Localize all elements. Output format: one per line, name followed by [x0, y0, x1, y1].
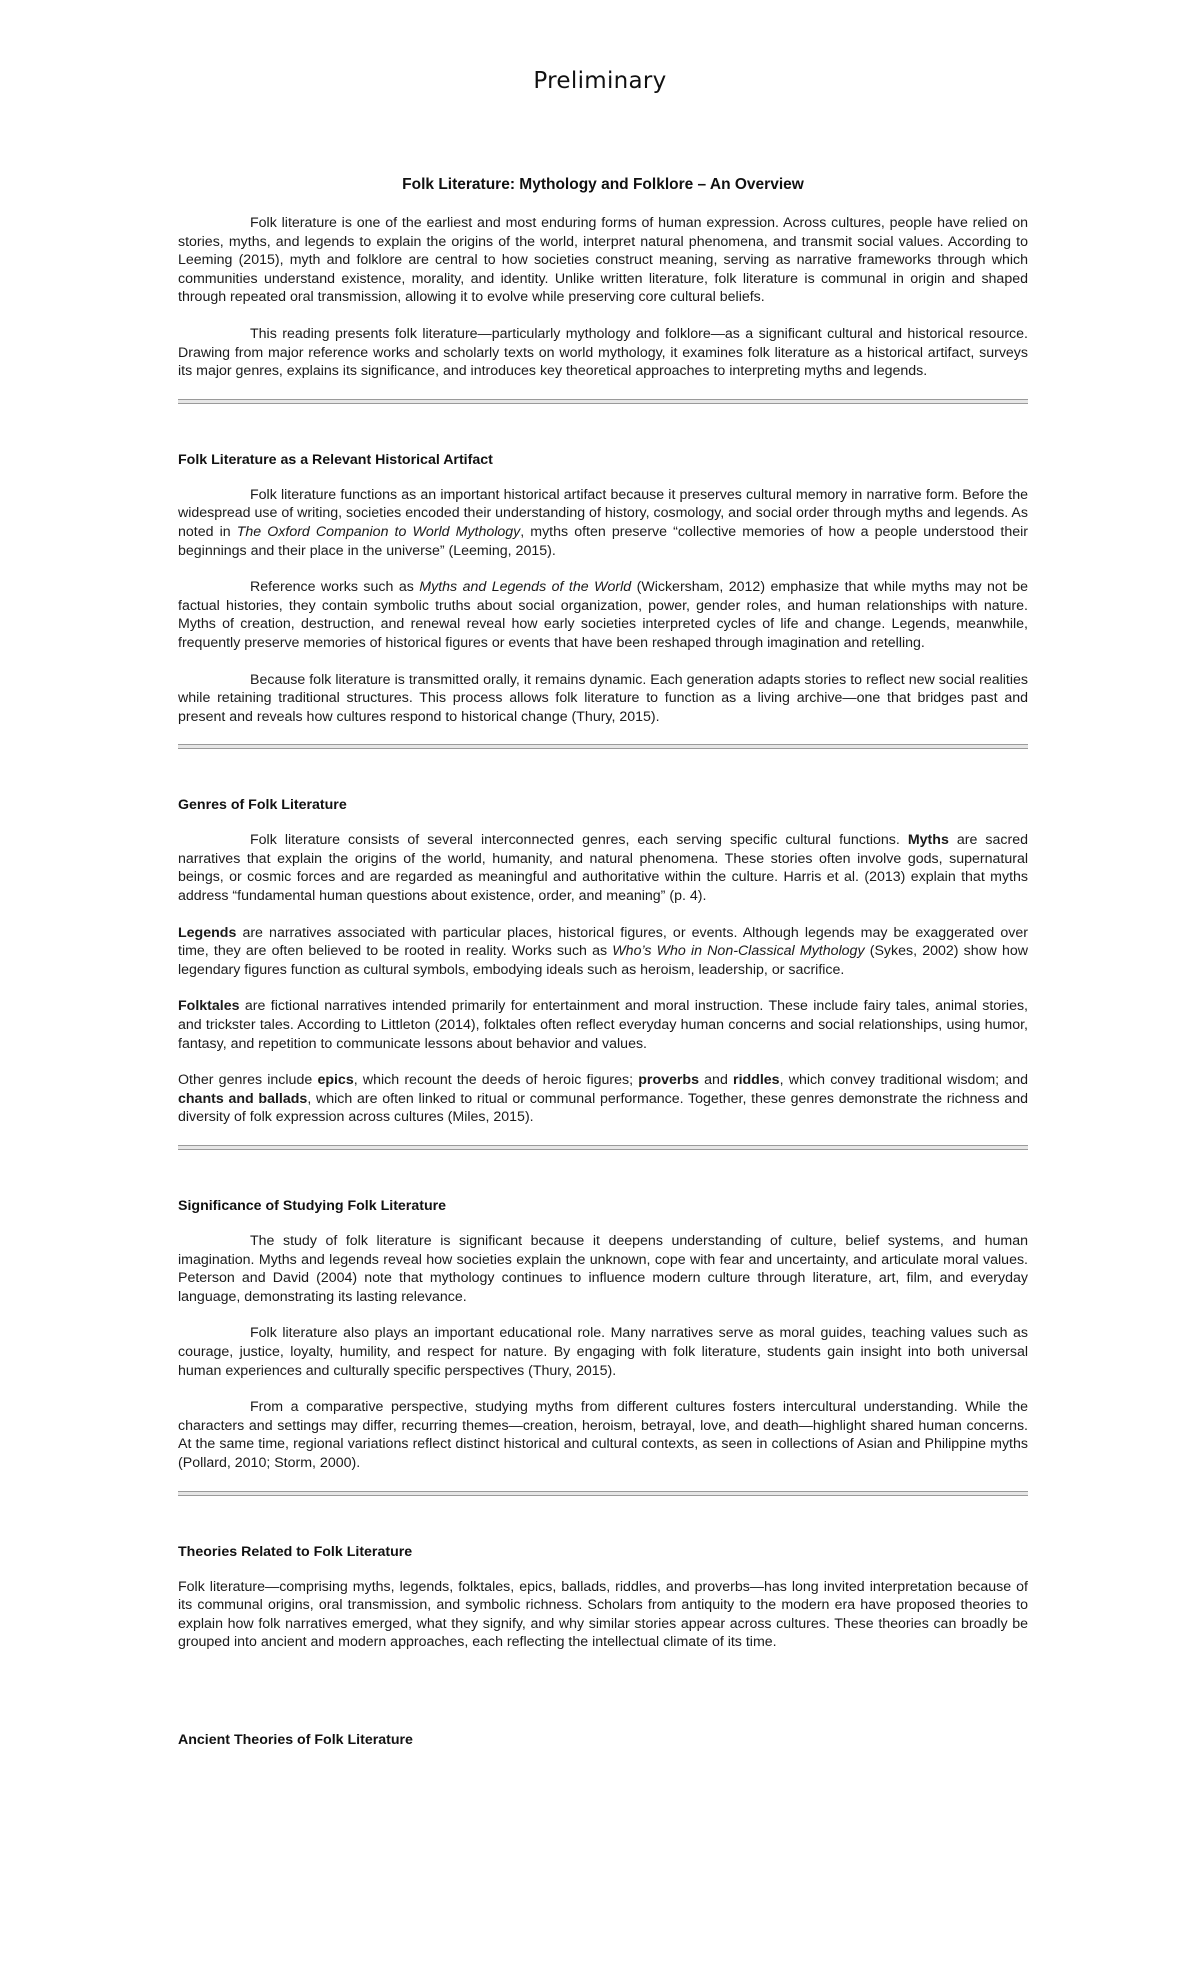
genres-p4-text-e: , which are often linked to ritual or communal performance. Together, these genres demonstrate the richness and diversity of folk expression across cultures (Miles, 2015). — [178, 1090, 1028, 1126]
section-divider — [178, 1491, 1028, 1496]
genres-p3-text-a: are fictional narratives intended primarily for entertainment and moral instruction. These include fairy tales, animal stories, and trickster tales. According to Littleton (2014), folktales often reflect everyday human concerns and social relationships, using humor, fantasy, and repetition to communicate lessons about behavior and values. — [178, 998, 1028, 1052]
section-heading-theories: Theories Related to Folk Literature — [178, 1543, 413, 1560]
genres-term-legends: Legends — [178, 924, 237, 941]
artifact-p1-text-a: Folk literature functions as an important historical artifact because it preserves cultural memory in narrative form. Before the widespread use of writing, societies encoded their understanding of history, cosmology, and social order through myths and legends. As noted in — [178, 486, 1028, 540]
section-divider — [178, 744, 1028, 749]
artifact-p2-text-a: Reference works such as — [250, 579, 420, 596]
genres-paragraph-4 — [178, 1071, 1028, 1127]
artifact-paragraph-1 — [178, 486, 1028, 560]
genres-term-proverbs: proverbs — [638, 1072, 699, 1089]
section-heading-genres: Genres of Folk Literature — [178, 797, 347, 814]
artifact-paragraph-3: Because folk literature is transmitted orally, it remains dynamic. Each generation adapts stories to reflect new social realities while retaining traditional structures. This process allows folk literature to function as a living archive—one that bridges past and present and reveals how cultures respond to historical change (Thury, 2015). — [178, 671, 1028, 725]
genres-term-chants: chants and ballads — [178, 1090, 308, 1107]
document-title: Folk Literature: Mythology and Folklore – An Overview — [402, 176, 804, 193]
intro-paragraph-1: Folk literature is one of the earliest and most enduring forms of human expression. Across cultures, people have relied on stories, myths, and legends to explain the origins of the world, interpret natural phenomena, and transmit social values. According to Leeming (2015), myth and folklore are central to how societies construct meaning, serving as narrative frameworks through which communities understand existence, morality, and identity. Unlike written literature, folk literature is communal in origin and shaped through repeated oral transmission, allowing it to evolve while preserving core cultural beliefs. — [178, 215, 1028, 306]
section-heading-artifact: Folk Literature as a Relevant Historical Artifact — [178, 451, 493, 468]
section-heading-significance: Significance of Studying Folk Literature — [178, 1198, 447, 1214]
genres-p1-text-a: Folk literature consists of several interconnected genres, each serving specific cultural functions. — [250, 832, 908, 849]
document-body — [178, 176, 1028, 1766]
significance-paragraph-2: Folk literature also plays an important educational role. Many narratives serve as moral guides, teaching values such as courage, justice, loyalty, humility, and respect for nature. By engaging with folk literature, students gain insight into both universal human experiences and culturally specific perspectives (Thury, 2015). — [178, 1325, 1028, 1379]
intro-paragraph-2: This reading presents folk literature—particularly mythology and folklore—as a significant cultural and historical resource. Drawing from major reference works and scholarly texts on world mythology, it examines folk literature as a historical artifact, surveys its major genres, explains its significance, and introduces key theoretical approaches to interpreting myths and legends. — [178, 325, 1028, 380]
genres-paragraph-2 — [178, 924, 1028, 980]
section-heading-ancient-theories: Ancient Theories of Folk Literature — [178, 1731, 413, 1748]
genres-p1-text-b: are sacred narratives that explain the origins of the world, humanity, and natural phenomena. These stories often involve gods, supernatural beings, or cosmic forces and are regarded as meaningful and authoritative within the culture. Harris et al. (2013) explain that myths address “fundamental human questions about existence, order, and meaning” (p. 4). — [178, 832, 1028, 905]
genres-p2-book-title: Who’s Who in Non-Classical Mythology — [612, 943, 865, 960]
artifact-paragraph-2 — [178, 578, 1028, 652]
genres-p4-text-b: , which recount the deeds of heroic figures; — [353, 1072, 639, 1089]
genres-term-myths: Myths — [907, 832, 949, 849]
genres-term-epics: epics — [317, 1072, 354, 1089]
section-divider — [178, 1145, 1028, 1150]
genres-term-riddles: riddles — [733, 1072, 780, 1089]
significance-paragraph-1: The study of folk literature is significant because it deepens understanding of culture, belief systems, and human imagination. Myths and legends reveal how societies explain the unknown, cope with fear and uncertainty, and articulate moral values. Peterson and David (2004) note that mythology continues to influence modern culture through literature, art, film, and everyday language, demonstrating its lasting relevance. — [178, 1233, 1028, 1305]
artifact-p1-text-b: , myths often preserve “collective memories of how a people understood their beginnings and their place in the universe” (Leeming, 2015). — [178, 523, 1028, 559]
significance-paragraph-3: From a comparative perspective, studying myths from different cultures fosters intercultural understanding. While the characters and settings may differ, recurring themes—creation, heroism, betrayal, love, and death—highlight shared human concerns. At the same time, regional variations reflect distinct historical and cultural contexts, as seen in collections of Asian and Philippine myths (Pollard, 2010; Storm, 2000). — [178, 1399, 1028, 1471]
genres-paragraph-1 — [178, 831, 1028, 905]
genres-p4-text-c: and — [698, 1072, 734, 1089]
genres-p4-text-d: , which convey traditional wisdom; and — [779, 1072, 1028, 1089]
section-divider — [178, 399, 1028, 404]
page-header: Preliminary — [533, 68, 667, 94]
artifact-p1-book-title: The Oxford Companion to World Mythology — [236, 523, 521, 540]
genres-p2-text-a: are narratives associated with particular places, historical figures, or events. Although legends may be exaggerated over time, they are often believed to be rooted in reality. Works such as — [178, 924, 1028, 960]
genres-paragraph-3 — [178, 997, 1028, 1053]
genres-p4-text-a: Other genres include — [178, 1072, 318, 1089]
artifact-p2-text-b: (Wickersham, 2012) emphasize that while myths may not be factual histories, they contain symbolic truths about social organization, power, gender roles, and human relationships with nature. Myths of creation, destruction, and renewal reveal how early societies interpreted cycles of life and change. Legends, meanwhile, frequently preserve memories of historical figures or events that have been reshaped through imagination and retelling. — [178, 579, 1028, 651]
artifact-p2-book-title: Myths and Legends of the World — [419, 579, 632, 596]
theories-paragraph-1: Folk literature—comprising myths, legends, folktales, epics, ballads, riddles, and proverbs—has long invited interpretation because of its communal origins, oral transmission, and symbolic richness. Scholars from antiquity to the modern era have proposed theories to explain how folk narratives emerged, what they signify, and why similar stories appear across cultures. These theories can broadly be grouped into ancient and modern approaches, each reflecting the intellectual climate of its time. — [178, 1578, 1028, 1651]
genres-p2-text-b: (Sykes, 2002) show how legendary figures function as cultural symbols, embodying ideals such as heroism, leadership, or sacrifice. — [178, 943, 1028, 978]
genres-term-folktales: Folktales — [178, 998, 240, 1015]
